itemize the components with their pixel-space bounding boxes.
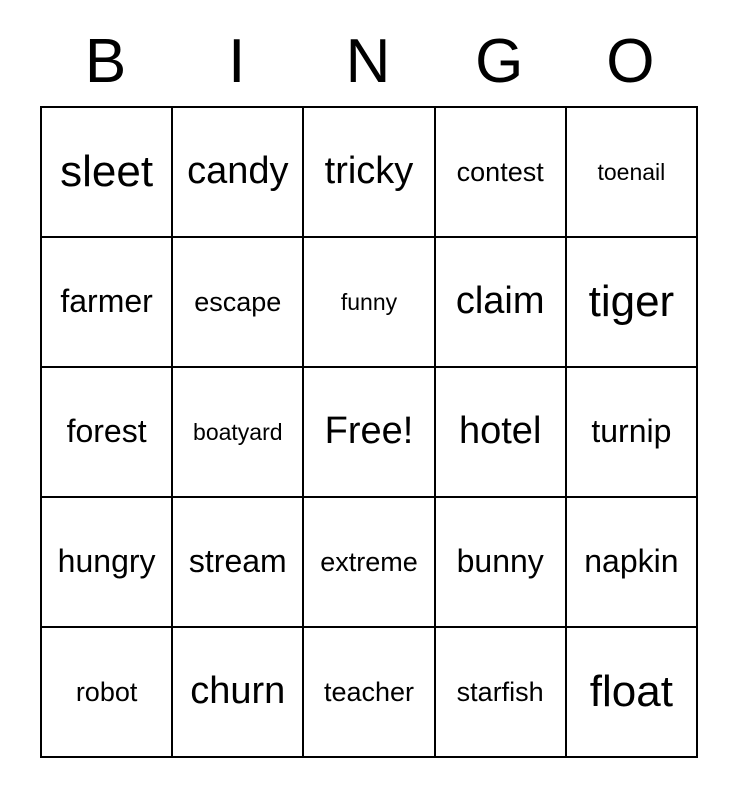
bingo-cell-label: escape bbox=[194, 286, 282, 317]
bingo-cell-label: Free! bbox=[324, 410, 414, 453]
header-letter-i: I bbox=[228, 27, 246, 96]
bingo-header bbox=[40, 18, 696, 106]
bingo-cell[interactable] bbox=[436, 108, 567, 238]
bingo-cell-label: claim bbox=[455, 280, 545, 323]
bingo-cell-label: starfish bbox=[456, 676, 544, 707]
bingo-cell[interactable] bbox=[173, 368, 304, 498]
bingo-cell[interactable] bbox=[42, 108, 173, 238]
bingo-cell[interactable] bbox=[173, 108, 304, 238]
bingo-cell-label: hotel bbox=[458, 410, 542, 453]
bingo-cell[interactable] bbox=[42, 368, 173, 498]
header-letter-o: O bbox=[606, 27, 655, 96]
bingo-cell-label: tricky bbox=[324, 150, 414, 193]
bingo-cell[interactable] bbox=[436, 238, 567, 368]
bingo-cell[interactable] bbox=[42, 628, 173, 758]
bingo-cell-label: extreme bbox=[320, 546, 418, 577]
bingo-cell[interactable] bbox=[173, 628, 304, 758]
bingo-cell[interactable] bbox=[42, 238, 173, 368]
bingo-cell[interactable] bbox=[42, 498, 173, 628]
header-letter-b: B bbox=[84, 27, 127, 96]
bingo-cell-label: napkin bbox=[584, 543, 679, 580]
bingo-cell-label: forest bbox=[66, 413, 147, 450]
bingo-cell-label: sleet bbox=[60, 146, 154, 196]
bingo-cell[interactable] bbox=[436, 368, 567, 498]
header-letter-n: N bbox=[345, 27, 391, 96]
bingo-cell[interactable] bbox=[304, 238, 435, 368]
bingo-cell[interactable] bbox=[304, 498, 435, 628]
bingo-cell[interactable] bbox=[567, 108, 698, 238]
bingo-cell-label: toenail bbox=[597, 158, 666, 185]
bingo-cell[interactable] bbox=[436, 628, 567, 758]
bingo-cell[interactable] bbox=[304, 628, 435, 758]
header-letter-g: G bbox=[475, 27, 524, 96]
bingo-cell-label: churn bbox=[190, 670, 286, 713]
bingo-cell[interactable] bbox=[304, 108, 435, 238]
bingo-cell-label: hungry bbox=[57, 543, 156, 580]
bingo-cell-label: farmer bbox=[60, 283, 153, 320]
bingo-cell-label: funny bbox=[340, 288, 398, 315]
bingo-cell-label: turnip bbox=[591, 413, 672, 450]
bingo-cell-free[interactable] bbox=[304, 368, 435, 498]
bingo-cell-label: tiger bbox=[588, 276, 675, 326]
bingo-cell[interactable] bbox=[436, 498, 567, 628]
bingo-cell-label: bunny bbox=[456, 543, 544, 580]
bingo-cell[interactable] bbox=[173, 238, 304, 368]
bingo-cell[interactable] bbox=[567, 628, 698, 758]
bingo-cell-label: robot bbox=[75, 676, 138, 707]
bingo-cell-label: float bbox=[589, 666, 673, 716]
bingo-cell[interactable] bbox=[567, 368, 698, 498]
bingo-cell-label: candy bbox=[187, 150, 289, 193]
bingo-cell-label: stream bbox=[188, 543, 287, 580]
bingo-cell-label: teacher bbox=[323, 676, 415, 707]
bingo-grid bbox=[40, 106, 698, 758]
bingo-cell[interactable] bbox=[567, 498, 698, 628]
bingo-cell[interactable] bbox=[567, 238, 698, 368]
bingo-cell[interactable] bbox=[173, 498, 304, 628]
bingo-cell-label: contest bbox=[456, 156, 544, 187]
bingo-cell-label: boatyard bbox=[193, 418, 283, 445]
